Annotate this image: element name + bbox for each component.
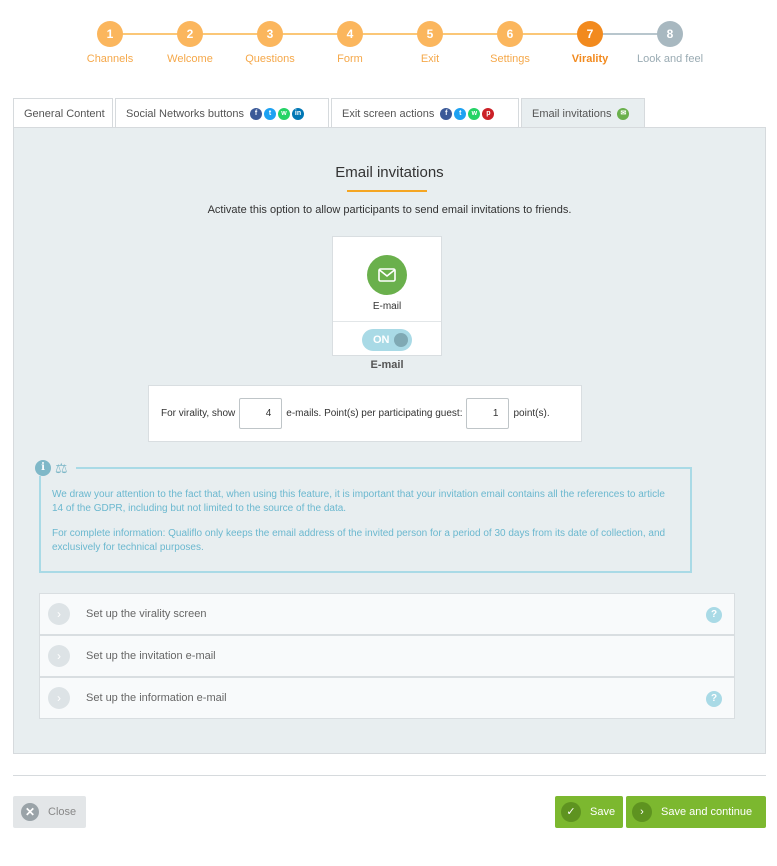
accordion-label: Set up the invitation e-mail [86,650,216,662]
title-underline [347,190,427,192]
step-virality[interactable] [550,21,630,65]
toggle-label: ON [373,334,390,346]
step-exit[interactable] [390,21,470,65]
panel-title: Email invitations [335,164,444,181]
twitter-icon: t [454,108,466,120]
arrow-right-icon: › [632,802,652,822]
social-icons [440,108,494,120]
step-label: Settings [490,53,530,65]
pinterest-icon: p [482,108,494,120]
scale-icon: ⚖ [55,460,68,476]
accordion-label: Set up the virality screen [86,608,207,620]
tab-label: Exit screen actions [342,107,435,120]
chevron-right-icon: › [48,645,70,667]
step-label: Look and feel [636,53,704,65]
step-label: Exit [420,53,440,65]
step-number: 2 [177,21,203,47]
step-number: 1 [97,21,123,47]
step-number: 5 [417,21,443,47]
tab-label: Email invitations [532,108,612,120]
step-form[interactable] [310,21,390,65]
accordion-information-email[interactable] [39,677,735,719]
step-look-and-feel[interactable] [630,21,710,65]
info-paragraph: For complete information: Qualiflo only keeps the email address of the invited person for a period of 30 days from its date of collection, and exclusively for technical purposes. [52,528,666,553]
step-number: 3 [257,21,283,47]
tab-email-invitations[interactable] [521,98,645,129]
help-icon[interactable]: ? [706,691,722,707]
envelope-icon [367,255,407,295]
gdpr-info-box [39,460,692,573]
facebook-icon: f [250,108,262,120]
step-number: 6 [497,21,523,47]
accordion-virality-screen[interactable] [39,593,735,635]
points-input[interactable] [466,398,509,429]
step-number: 7 [577,21,603,47]
toggle-knob [394,333,408,347]
check-icon: ✓ [561,802,581,822]
save-label: Save [590,806,616,818]
facebook-icon: f [440,108,452,120]
tab-label: General Content [24,107,105,120]
emails-count-input[interactable] [239,398,282,429]
virality-prefix: For virality, show [161,408,236,419]
whatsapp-icon: w [468,108,480,120]
email-channel-card [332,236,442,356]
card-divider [333,321,441,322]
social-icons [617,108,629,120]
email-toggle[interactable] [362,329,412,351]
step-label: Form [337,53,363,65]
accordion-invitation-email[interactable] [39,635,735,677]
virality-suffix: point(s). [513,408,550,419]
save-button[interactable] [555,796,623,828]
step-number: 4 [337,21,363,47]
email-invitations-panel [13,127,766,754]
save-continue-label: Save and continue [661,806,753,818]
step-welcome[interactable] [150,21,230,65]
info-icon: i [35,460,51,476]
step-questions[interactable] [230,21,310,65]
chevron-right-icon: › [48,687,70,709]
step-label: Virality [571,53,609,65]
virality-middle: e-mails. Point(s) per participating guest: [286,408,463,419]
progress-stepper [0,0,777,80]
info-text [52,488,672,555]
step-label: Channels [86,53,134,65]
twitter-icon: t [264,108,276,120]
step-channels[interactable] [70,21,150,65]
help-icon[interactable]: ? [706,607,722,623]
tab-exit-screen-actions[interactable] [331,98,519,128]
tab-general-content[interactable] [13,98,113,128]
email-icon: ✉ [617,108,629,120]
panel-intro: Activate this option to allow participants to send email invitations to friends. [207,204,572,216]
step-label: Questions [245,53,295,65]
linkedin-icon: in [292,108,304,120]
info-paragraph: We draw your attention to the fact that, when using this feature, it is important that your invitation email contains all the references to article 14 of the GDPR, including but not limited to the source of the data. [52,489,665,514]
chevron-right-icon: › [48,603,70,625]
info-icons [35,460,76,476]
accordion-label: Set up the information e-mail [86,692,227,704]
close-label: Close [48,806,77,818]
tab-label: Social Networks buttons [126,107,244,120]
card-caption: E-mail [370,359,404,371]
virality-settings [148,385,582,442]
step-settings[interactable] [470,21,550,65]
save-and-continue-button[interactable] [626,796,766,828]
step-number: 8 [657,21,683,47]
step-label: Welcome [167,53,213,65]
close-button[interactable] [13,796,86,828]
social-icons [250,108,304,120]
card-label: E-mail [372,301,402,312]
close-icon: ✕ [21,803,39,821]
footer-divider [13,775,766,776]
tab-social-networks-buttons[interactable] [115,98,329,128]
whatsapp-icon: w [278,108,290,120]
